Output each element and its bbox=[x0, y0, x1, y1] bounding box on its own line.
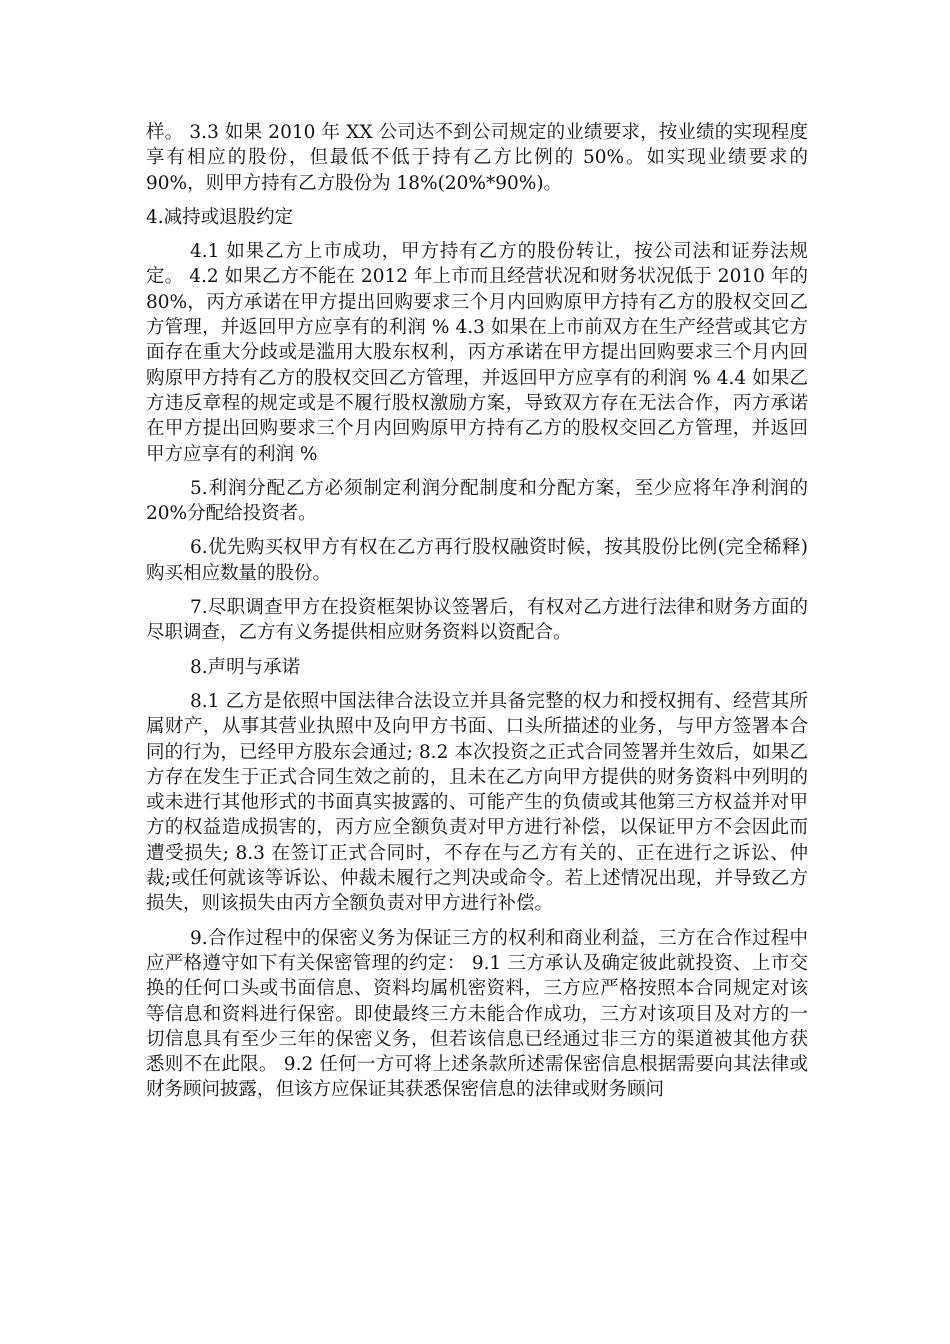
paragraph-clause-9: 9.合作过程中的保密义务为保证三方的权利和商业利益，三方在合作过程中应严格遵守如下有关保密管理的约定： 9.1 三方承认及确定彼此就投资、上市交换的任何口头或书面信息、资料均属机密资料，三方应严格按照本合同规定对该等信息和资料进行保密。即使最终三方未能合作成功，三方对该项目及对方的一切信息具有至少三年的保密义务，但若该信息已经通过非三方的渠道被其他方获悉则不在此限。 9.2 任何一方可将上述条款所述需保密信息根据需要向其法律或财务顾问披露，但该方应保证其获悉保密信息的法律或财务顾问 bbox=[146, 927, 808, 1101]
paragraph-clause-6: 6.优先购买权甲方有权在乙方再行股权融资时候，按其股份比例(完全稀释)购买相应数量的股份。 bbox=[146, 537, 808, 584]
document-page bbox=[146, 120, 808, 1112]
heading-clause-4: 4.减持或退股约定 bbox=[146, 206, 294, 228]
paragraph-clause-8-1-to-8-3: 8.1 乙方是依照中国法律合法设立并具备完整的权力和授权拥有、经营其所属财产，从事其营业执照中及向甲方书面、口头所描述的业务，与甲方签署本合同的行为，已经甲方股东会通过; 8.2 本次投资之正式合同签署并生效后，如果乙方存在发生于正式合同生效之前的，且未在乙方向甲方提供的财务资料中列明的或未进行其他形式的书面真实披露的、可能产生的负债或其他第三方权益并对甲方的权益造成损害的，丙方应全额负责对甲方进行补偿，以保证甲方不会因此而遭受损失; 8.3 在签订正式合同时，不存在与乙方有关的、正在进行之诉讼、仲裁;或任何就该等诉讼、仲裁未履行之判决或命令。若上述情况出现，并导致乙方损失，则该损失由丙方全额负责对甲方进行补偿。 bbox=[146, 690, 808, 915]
paragraph-clause-5: 5.利润分配乙方必须制定利润分配制度和分配方案，至少应将年净利润的 20%分配给投资者。 bbox=[146, 477, 808, 525]
heading-clause-8: 8.声明与承诺 bbox=[190, 656, 301, 678]
paragraph-clause-4-1-to-4-4: 4.1 如果乙方上市成功，甲方持有乙方的股份转让，按公司法和证券法规定。 4.2 如果乙方不能在 2012 年上市而且经营状况和财务状况低于 2010 年的 80%，丙方承诺在甲方提出回购要求三个月内回购原甲方持有乙方的股权交回乙方管理，并返回甲方应享有的利润 % 4.3 如果在上市前双方在生产经营或其它方面存在重大分歧或是滥用大股东权利，丙方承诺在甲方提出回购要求三个月内回购原甲方持有乙方的股权交回乙方管理，并返回甲方应享有的利润 % 4.4 如果乙方违反章程的规定或是不履行股权激励方案，导致双方存在无法合作，丙方承诺在甲方提出回购要求三个月内回购原甲方持有乙方的股权交回乙方管理，并返回甲方应享有的利润 % bbox=[146, 241, 808, 465]
paragraph-clause-3-3: 样。 3.3 如果 2010 年 XX 公司达不到公司规定的业绩要求，按业绩的实现程度享有相应的股份，但最低不低于持有乙方比例的 50%。如实现业绩要求的 90%，则甲方持有乙方股份为 18%(20%*90%)。 bbox=[146, 122, 808, 194]
paragraph-clause-7: 7.尽职调查甲方在投资框架协议签署后，有权对乙方进行法律和财务方面的尽职调查，乙方有义务提供相应财务资料以资配合。 bbox=[146, 597, 808, 644]
